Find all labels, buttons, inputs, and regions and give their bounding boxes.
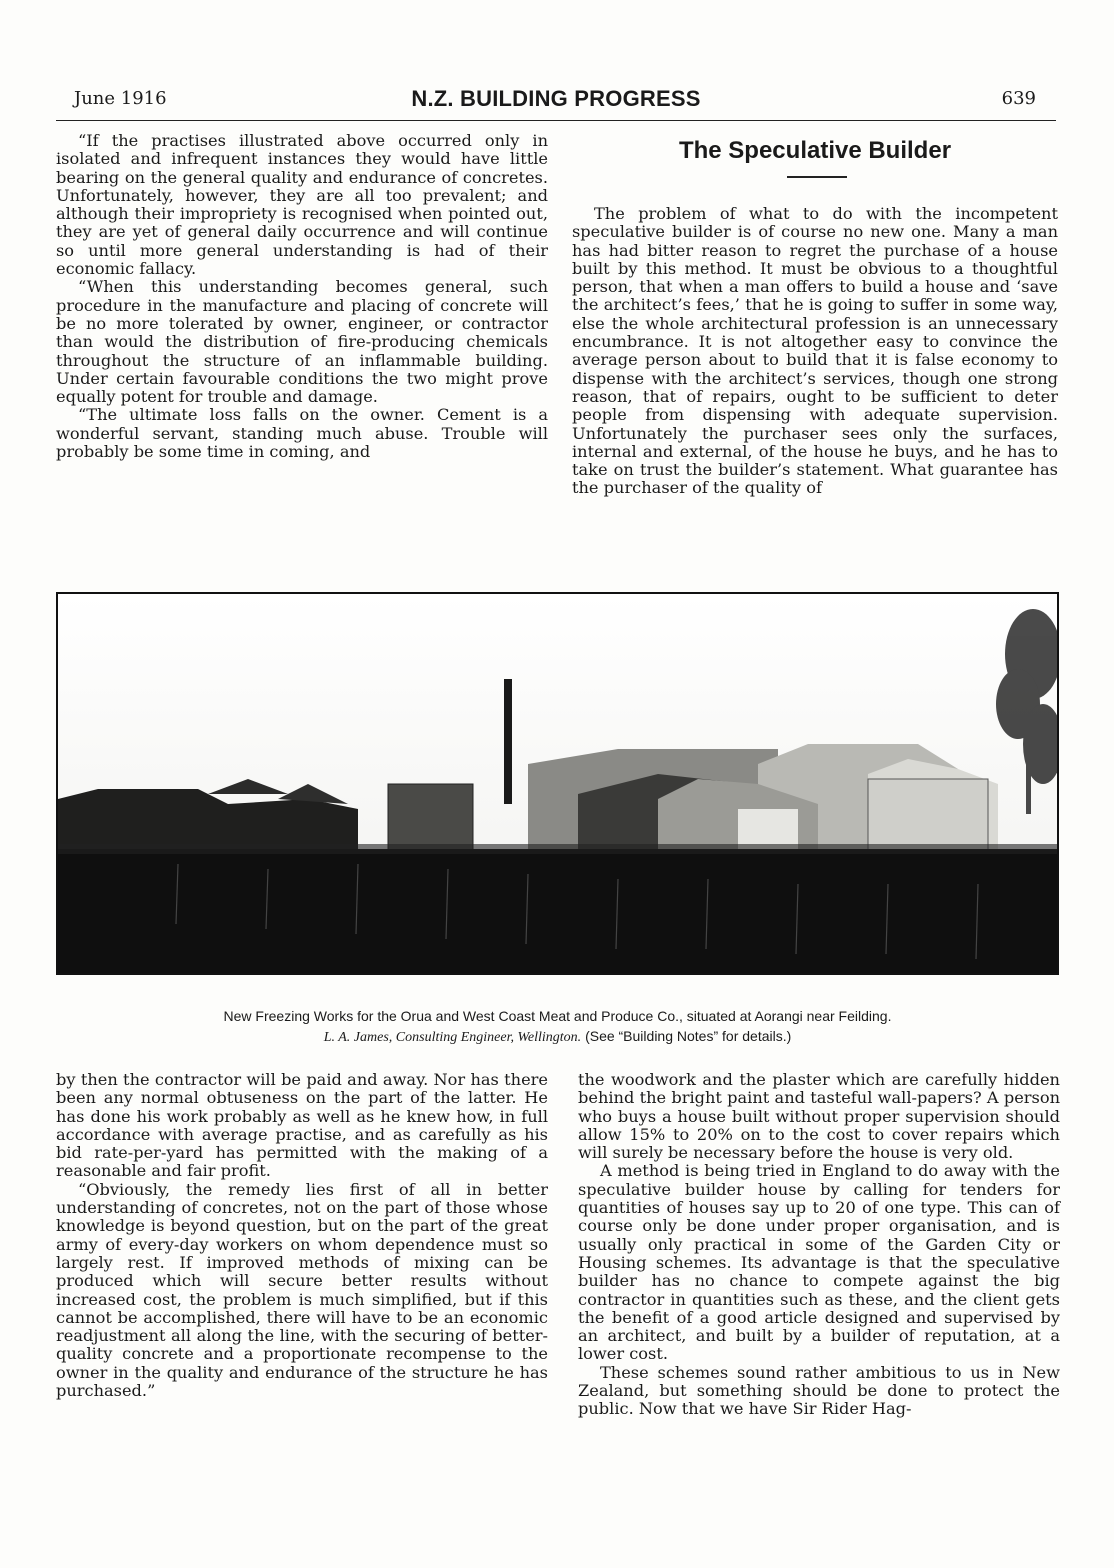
paragraph: by then the contractor will be paid and away. Nor has there been any normal obtuseness on the part of the latter. He has done his work probably as well as he knew how, in full accordance with average practise, and as carefully as his bid rate-per-yard has permitted with the making of a reasonable and fair profit. [56,1070,548,1181]
paragraph: “Obviously, the remedy lies first of all in better understanding of concretes, not on the part of those whose knowledge is beyond question, but on the part of the great army of every-day workers on whom dependence must so largely rest. If improved methods of mixing can be produced which will secure better results without increased cost, the problem is much simplified, but if this cannot be accomplished, there will have to be an economic readjustment all along the line, with the securing of better-quality concrete and a proportionate recompense to the owner in the quality and endurance of the structure he has purchased.” [56,1179,548,1401]
article-title: The Speculative Builder [678,137,952,164]
column-bottom-right [578,1071,1060,1419]
paragraph: These schemes sound rather ambitious to us in New Zealand, but something should be done to protect the public. Now that we have Sir Rider Hag- [578,1362,1060,1419]
caption-note: (See “Building Notes” for details.) [585,1028,792,1044]
column-bottom-left [56,1071,548,1400]
page-header [56,86,1056,121]
paragraph: the woodwork and the plaster which are carefully hidden behind the bright paint and tasteful wall-papers? A person who buys a house built without proper supervision should allow 15% to 20% on to the cost to cover repairs which will surely be necessary before the house is very old. [578,1070,1060,1163]
publication-title: N.Z. BUILDING PROGRESS [411,86,701,111]
freezing-works-photo [56,592,1059,975]
paragraph: “When this understanding becomes general, such procedure in the manufacture and placing of concrete will be no more tolerated by owner, engineer, or contractor than would the distribution of fire-producing chemicals throughout the structure of an inflammable building. Under certain favourable conditions the two might prove equally potent for trouble and damage. [56,277,548,407]
photo-illustration [58,594,1057,973]
paragraph: The problem of what to do with the incompetent speculative builder is of course no new one. Many a man has had bitter reason to regret the purchase of a house built by this method. It must be obvious to a thoughtful person, that when a man offers to build a house and ‘save the architect’s fees,’ that he is going to suffer in some way, else the whole architectural profession is an unnecessary encumbrance. It is not altogether easy to convince the average person about to build that it is false economy to dispense with the architect’s services, though one strong reason, that of repairs, ought to be sufficient to deter people from dispensing with adequate supervision. Unfortunately the purchaser sees only the surfaces, internal and external, of the house he buys, and he has to take on trust the builder’s statement. What guarantee has the purchaser of the quality of [572,204,1058,498]
page-number: 639 [1001,88,1036,109]
column-top-left [56,132,548,461]
title-underline [787,176,847,178]
column-top-right [572,205,1058,498]
paragraph: A method is being tried in England to do away with the speculative builder house by calling for tenders for quantities of houses say up to 20 of one type. This can of course only be done under proper organisation, and is usually only practical in some of the Garden City or Housing schemes. Its advantage is that the speculative builder has no chance to compete against the big contractor in quantities such as these, and the client gets the benefit of a good article designed and supervised by an architect, and built by a builder of reputation, at a lower cost. [578,1161,1060,1364]
paragraph: “The ultimate loss falls on the owner. Cement is a wonderful servant, standing much abuse. Trouble will probably be some time in coming, and [56,405,548,462]
issue-date: June 1916 [74,88,167,109]
caption-credit: L. A. James, Consulting Engineer, Wellington. [323,1030,582,1045]
paragraph: “If the practises illustrated above occurred only in isolated and infrequent instances they would have little bearing on the general quality and endurance of concretes. Unfortunately, however, they are all too prevalent; and although their impropriety is recognised when pointed out, they are yet of general daily occurrence and will continue so until more general understanding is had of their economic fallacy. [56,131,548,279]
caption-credit-line [56,1026,1059,1048]
photo-caption [56,1006,1059,1048]
caption-line: New Freezing Works for the Orua and West Coast Meat and Produce Co., situated at Aorangi near Feilding. [223,1008,892,1024]
